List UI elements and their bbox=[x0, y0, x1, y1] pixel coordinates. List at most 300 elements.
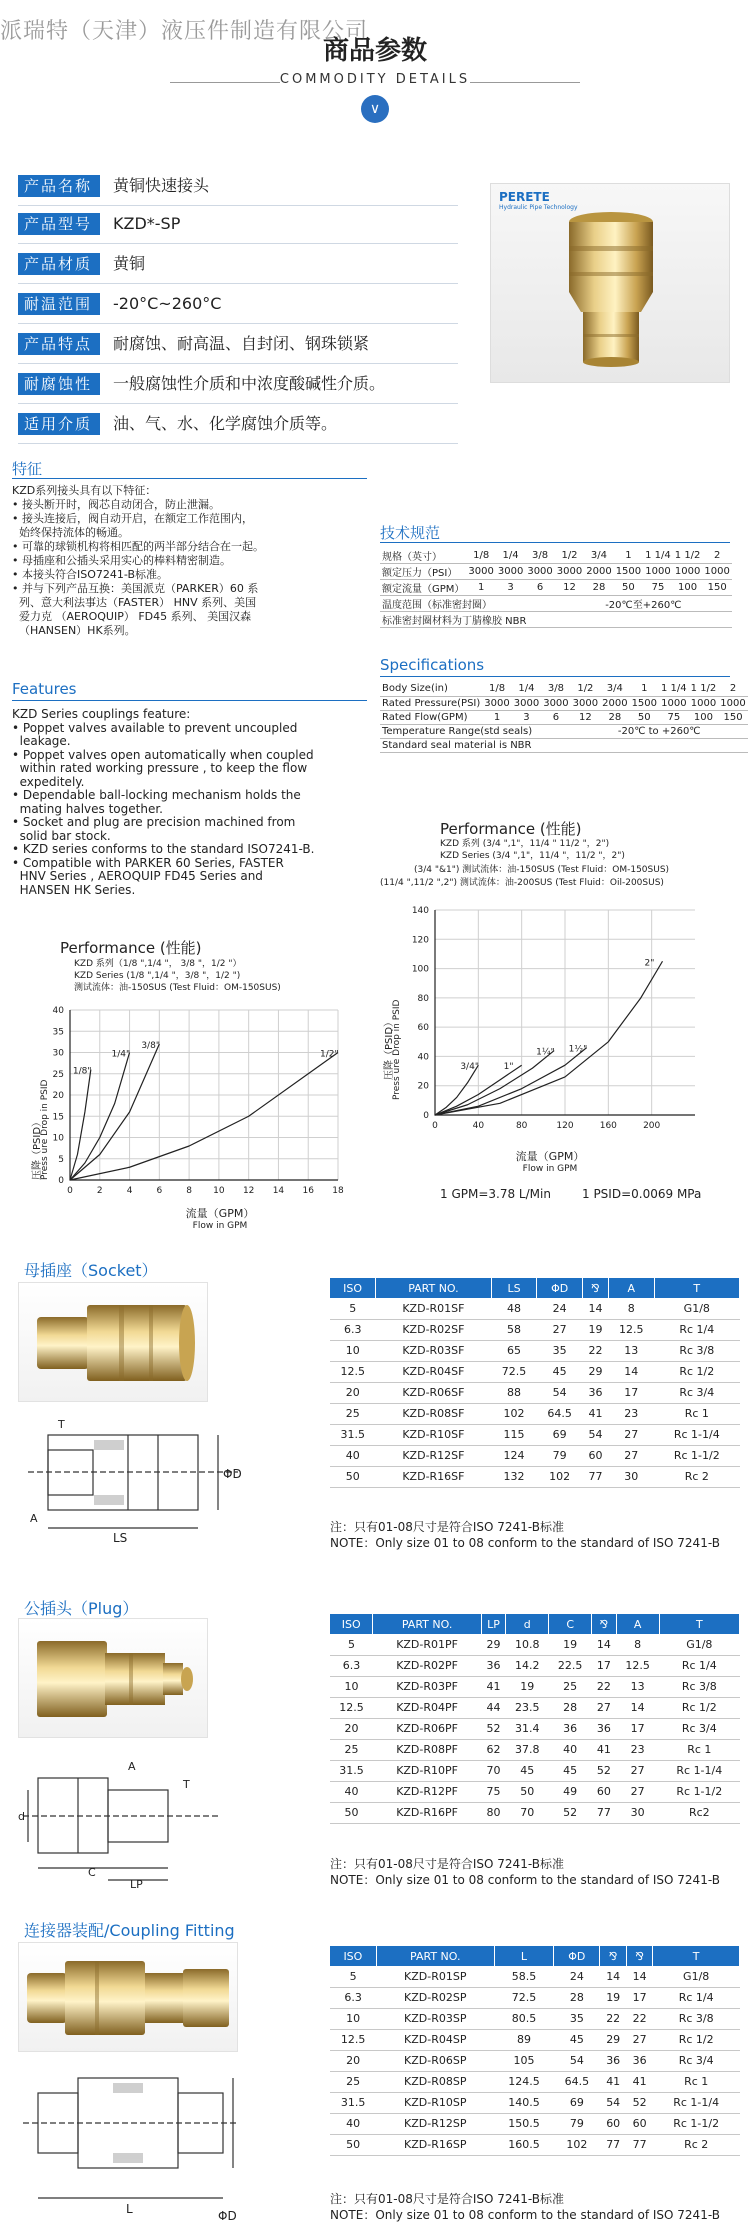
feature-line: mating halves together. bbox=[12, 801, 163, 816]
column-header: T bbox=[653, 1946, 740, 1966]
table-cell: 36 bbox=[626, 2050, 652, 2071]
feature-line: • Socket and plug are precision machined from bbox=[12, 815, 296, 829]
performance-chart-large bbox=[375, 895, 715, 1145]
table-row bbox=[330, 2008, 740, 2029]
table-cell: 36 bbox=[582, 1382, 608, 1403]
table-cell: 17 bbox=[592, 1655, 617, 1676]
x-tick-label: 160 bbox=[599, 1121, 617, 1131]
spec-label: Standard seal material is NBR bbox=[380, 738, 748, 752]
table-cell: 50 bbox=[330, 1466, 376, 1487]
table-cell: 12.5 bbox=[608, 1319, 654, 1340]
table-cell: 41 bbox=[592, 1739, 617, 1760]
feature-line: HNV Series , AEROQUIP FD45 Series and bbox=[12, 869, 263, 883]
socket-drawing bbox=[18, 1410, 248, 1550]
x-tick-label: 0 bbox=[67, 1186, 73, 1196]
y-tick-label: 35 bbox=[52, 1027, 64, 1038]
table-cell: Rc 1-1/2 bbox=[653, 2113, 740, 2134]
table-cell: 20 bbox=[330, 2050, 376, 2071]
y-tick-label: 10 bbox=[52, 1133, 64, 1144]
table-cell: 115 bbox=[491, 1424, 537, 1445]
table-cell: KZD-R04SP bbox=[376, 2029, 494, 2050]
table-cell: 22 bbox=[626, 2008, 652, 2029]
table-cell: 25 bbox=[330, 1739, 373, 1760]
spec-cell: -20℃ to +260℃ bbox=[571, 724, 748, 738]
table-cell: 41 bbox=[481, 1676, 506, 1697]
spec-cell: 150 bbox=[718, 710, 747, 724]
table-cell: 29 bbox=[481, 1634, 506, 1655]
c-dim-label: C bbox=[88, 1866, 96, 1879]
feature-line: KZD系列接头具有以下特征： bbox=[12, 484, 157, 497]
series-line bbox=[70, 1044, 159, 1180]
series-label: 1¼" bbox=[536, 1047, 555, 1058]
spec-cell: 3000 bbox=[513, 697, 540, 709]
phid-dim-label: ΦD bbox=[223, 1467, 242, 1481]
table-cell: 23 bbox=[616, 1739, 659, 1760]
table-cell: KZD-R12PF bbox=[373, 1781, 481, 1802]
table-cell: Rc 1 bbox=[659, 1739, 739, 1760]
d-dim-label: d bbox=[18, 1810, 25, 1823]
table-row bbox=[330, 2050, 740, 2071]
table-cell: 160.5 bbox=[494, 2134, 553, 2155]
table-cell: Rc 3/8 bbox=[654, 1340, 739, 1361]
spec-cell: 50 bbox=[614, 580, 643, 596]
table-cell: Rc 1-1/4 bbox=[654, 1424, 739, 1445]
table-cell: 102 bbox=[554, 2134, 600, 2155]
column-header: A bbox=[616, 1614, 659, 1634]
table-cell: 25 bbox=[330, 1403, 376, 1424]
spec-cell: 3000 bbox=[466, 564, 495, 580]
column-header: T bbox=[659, 1614, 739, 1634]
column-header: ⅋ bbox=[600, 1946, 626, 1966]
perf-large-title: Performance (性能) bbox=[440, 820, 582, 838]
table-cell: 13 bbox=[616, 1676, 659, 1697]
y-tick-label: 30 bbox=[52, 1048, 64, 1059]
table-cell: 6.3 bbox=[330, 1319, 376, 1340]
table-cell: 54 bbox=[537, 1382, 583, 1403]
series-label: 1/8" bbox=[72, 1066, 92, 1077]
column-header: ISO bbox=[330, 1946, 376, 1966]
param-label: 产品材质 bbox=[18, 253, 100, 275]
perf-small-sub1: KZD 系列（1/8 ",1/4 "， 3/8 "，1/2 "） bbox=[74, 959, 242, 969]
table-cell: 23.5 bbox=[506, 1697, 549, 1718]
table-cell: 30 bbox=[616, 1802, 659, 1823]
feature-line: solid bar stock. bbox=[12, 828, 111, 843]
table-cell: KZD-R01SF bbox=[376, 1298, 492, 1319]
spec-cell: 1000 bbox=[689, 696, 719, 710]
fitting-title: 连接器装配/Coupling Fitting bbox=[24, 1921, 235, 1940]
table-cell: 10 bbox=[330, 1676, 373, 1697]
spec-row bbox=[380, 596, 732, 612]
table-cell: 29 bbox=[600, 2029, 626, 2050]
table-cell: 25 bbox=[549, 1676, 592, 1697]
table-cell: 58.5 bbox=[494, 1966, 553, 1987]
spec-label: 规格（英寸） bbox=[380, 548, 466, 564]
feature-line: • 接头断开时，阀芯自动闭合，防止泄漏。 bbox=[12, 498, 220, 511]
x-tick-label: 8 bbox=[186, 1186, 192, 1196]
spec-cell: 12 bbox=[571, 710, 600, 724]
spec-cell: 3/8 bbox=[525, 548, 554, 564]
table-cell: KZD-R02SP bbox=[376, 1987, 494, 2008]
table-cell: 28 bbox=[549, 1697, 592, 1718]
table-cell: 41 bbox=[600, 2071, 626, 2092]
table-row bbox=[330, 1634, 740, 1655]
column-header: LP bbox=[481, 1614, 506, 1634]
spec-cell: 1/8 bbox=[482, 682, 511, 696]
table-cell: KZD-R03SF bbox=[376, 1340, 492, 1361]
plug-photo bbox=[18, 1618, 208, 1738]
table-cell: G1/8 bbox=[654, 1298, 739, 1319]
x-tick-label: 80 bbox=[515, 1121, 528, 1131]
xlabel-cn: 流量（GPM） bbox=[515, 1150, 585, 1163]
y-tick-label: 40 bbox=[417, 1052, 429, 1063]
perf-large-sub2: KZD Series (3/4 ",1"，11/4 "，11/2 "，2") bbox=[440, 851, 625, 861]
features-en-list bbox=[12, 708, 372, 897]
feature-line: （HANSEN）HK系列。 bbox=[12, 624, 136, 637]
table-cell: Rc 1/2 bbox=[653, 2029, 740, 2050]
column-header: LS bbox=[491, 1278, 537, 1298]
conversion-gpm: 1 GPM=3.78 L/Min bbox=[440, 1187, 551, 1201]
param-label: 产品特点 bbox=[18, 333, 100, 355]
x-tick-label: 10 bbox=[213, 1186, 225, 1196]
page-subtitle: COMMODITY DETAILS bbox=[279, 72, 471, 87]
feature-line: • Poppet valves available to prevent uncoupled bbox=[12, 720, 298, 735]
table-cell: 70 bbox=[506, 1802, 549, 1823]
table-cell: KZD-R02PF bbox=[373, 1655, 481, 1676]
table-cell: 62 bbox=[481, 1739, 506, 1760]
table-cell: 12.5 bbox=[330, 1697, 373, 1718]
plug-title: 公插头（Plug） bbox=[24, 1599, 139, 1618]
spec-cell: 28 bbox=[584, 580, 613, 596]
table-row bbox=[330, 2092, 740, 2113]
perf-small-sub2: KZD Series (1/8 ",1/4 "，3/8 "，1/2 ") bbox=[74, 971, 241, 981]
table-cell: KZD-R01SP bbox=[376, 1966, 494, 1987]
product-photo bbox=[490, 183, 730, 383]
spec-cell: 2 bbox=[718, 682, 747, 696]
table-cell: 140.5 bbox=[494, 2092, 553, 2113]
fitting-drawing bbox=[18, 2058, 248, 2228]
divider bbox=[18, 443, 458, 444]
x-tick-label: 14 bbox=[272, 1186, 285, 1196]
spec-cell: 1 bbox=[614, 548, 643, 564]
table-cell: 12.5 bbox=[330, 1361, 376, 1382]
x-tick-label: 6 bbox=[156, 1186, 163, 1196]
param-row bbox=[18, 293, 468, 315]
table-cell: 58 bbox=[491, 1319, 537, 1340]
table-cell: 41 bbox=[582, 1403, 608, 1424]
table-header bbox=[330, 1946, 740, 1966]
y-tick-label: 60 bbox=[417, 1023, 429, 1034]
table-cell: 52 bbox=[549, 1802, 592, 1823]
table-cell: 49 bbox=[549, 1781, 592, 1802]
table-cell: 45 bbox=[554, 2029, 600, 2050]
param-label: 适用介质 bbox=[18, 413, 100, 435]
table-row bbox=[330, 1718, 740, 1739]
table-row bbox=[330, 1403, 740, 1424]
table-cell: Rc 1 bbox=[654, 1403, 739, 1424]
table-cell: 52 bbox=[592, 1760, 617, 1781]
table-cell: 27 bbox=[608, 1445, 654, 1466]
spec-cell: 2000 bbox=[602, 697, 628, 709]
spec-cell: 1000 bbox=[702, 564, 731, 580]
table-cell: 80 bbox=[481, 1802, 506, 1823]
spec-row bbox=[380, 682, 748, 696]
table-cell: 77 bbox=[626, 2134, 652, 2155]
table-row bbox=[330, 1466, 740, 1487]
table-cell: Rc 1-1/2 bbox=[659, 1781, 739, 1802]
table-cell: 6.3 bbox=[330, 1655, 373, 1676]
series-label: 1/2" bbox=[320, 1049, 339, 1060]
fitting-note-cn: 注：只有01-08尺寸是符合ISO 7241-B标准 bbox=[330, 2192, 564, 2206]
column-header: A bbox=[608, 1278, 654, 1298]
table-cell: 29 bbox=[582, 1361, 608, 1382]
spec-label: 温度范围（标准密封圈） bbox=[380, 596, 555, 612]
plug-note-en: NOTE：Only size 01 to 08 conform to the standard of ISO 7241-B bbox=[330, 1873, 720, 1887]
table-cell: 19 bbox=[549, 1634, 592, 1655]
spec-label: Temperature Range(std seals) bbox=[380, 724, 571, 738]
table-row bbox=[330, 1966, 740, 1987]
y-tick-label: 25 bbox=[52, 1069, 64, 1080]
table-header bbox=[330, 1278, 740, 1298]
perf-large-xlabel bbox=[440, 1148, 660, 1174]
table-cell: 23 bbox=[608, 1403, 654, 1424]
table-cell: 65 bbox=[491, 1340, 537, 1361]
divider bbox=[12, 478, 367, 479]
x-tick-label: 2 bbox=[96, 1186, 103, 1196]
table-cell: KZD-R08SP bbox=[376, 2071, 494, 2092]
table-cell: 12.5 bbox=[330, 2029, 376, 2050]
spec-cell: 1 1/2 bbox=[690, 683, 717, 695]
table-cell: 5 bbox=[330, 1298, 376, 1319]
table-cell: Rc 3/8 bbox=[653, 2008, 740, 2029]
y-tick-label: 80 bbox=[417, 993, 429, 1004]
feature-line: KZD Series couplings feature: bbox=[12, 707, 191, 721]
table-row bbox=[330, 1760, 740, 1781]
y-tick-label: 0 bbox=[58, 1176, 64, 1186]
table-cell: Rc 3/4 bbox=[653, 2050, 740, 2071]
param-label: 耐温范围 bbox=[18, 293, 100, 315]
table-cell: 13 bbox=[608, 1340, 654, 1361]
table-cell: 64.5 bbox=[537, 1403, 583, 1424]
table-cell: Rc 3/4 bbox=[654, 1382, 739, 1403]
perf-large-sub1: KZD 系列 (3/4 ",1"，11/4 " 11/2 "，2") bbox=[440, 839, 610, 849]
table-cell: Rc 1/2 bbox=[654, 1361, 739, 1382]
spec-label: Body Size(in) bbox=[380, 682, 482, 696]
table-cell: 30 bbox=[608, 1466, 654, 1487]
table-row bbox=[330, 1739, 740, 1760]
param-value: 耐腐蚀、耐高温、自封闭、钢珠锁紧 bbox=[113, 334, 370, 353]
feature-line: expeditely. bbox=[12, 774, 85, 789]
table-cell: 19 bbox=[582, 1319, 608, 1340]
table-cell: 14 bbox=[600, 1966, 626, 1987]
feature-line: • KZD series conforms to the standard ISO7241-B. bbox=[12, 842, 315, 856]
table-cell: KZD-R04PF bbox=[373, 1697, 481, 1718]
y-tick-label: 5 bbox=[58, 1154, 64, 1165]
coupling-illustration bbox=[491, 184, 730, 383]
tech-cn-heading: 技术规范 bbox=[380, 524, 441, 542]
table-row bbox=[330, 1655, 740, 1676]
table-row bbox=[330, 1319, 740, 1340]
table-cell: 22.5 bbox=[549, 1655, 592, 1676]
spec-cell: 1500 bbox=[614, 564, 643, 580]
spec-cell: 3000 bbox=[555, 564, 584, 580]
column-header: ⅋ bbox=[582, 1278, 608, 1298]
table-cell: KZD-R10SF bbox=[376, 1424, 492, 1445]
spec-cell: 2 bbox=[702, 548, 731, 564]
table-cell: G1/8 bbox=[653, 1966, 740, 1987]
perf-small-xlabel bbox=[110, 1205, 330, 1231]
brand-logo: PERETE bbox=[499, 190, 550, 204]
column-header: PART NO. bbox=[373, 1614, 481, 1634]
spec-label: 标准密封圈材料为丁腈橡胶 NBR bbox=[380, 612, 732, 628]
y-tick-label: 140 bbox=[411, 906, 429, 916]
table-cell: 17 bbox=[616, 1718, 659, 1739]
table-cell: 22 bbox=[592, 1676, 617, 1697]
table-cell: 5 bbox=[330, 1966, 376, 1987]
perf-small-sub3: 测试流体：油-150SUS (Test Fluid：OM-150SUS) bbox=[74, 983, 281, 993]
param-value: KZD*-SP bbox=[113, 214, 181, 233]
column-header: ΦD bbox=[554, 1946, 600, 1966]
spec-cell: 75 bbox=[643, 580, 673, 596]
spec-cell: 3 bbox=[512, 710, 541, 724]
column-header: PART NO. bbox=[376, 1946, 494, 1966]
spec-cell: 100 bbox=[673, 580, 703, 596]
table-cell: KZD-R16SF bbox=[376, 1466, 492, 1487]
spec-cell: 1/8 bbox=[466, 548, 495, 564]
perf-large-sub4: (11/4 ",11/2 ",2") 测试流体：油-200SUS (Test Fluid：Oil-200SUS) bbox=[380, 878, 664, 888]
series-line bbox=[70, 1070, 91, 1181]
spec-cell: 28 bbox=[600, 710, 629, 724]
perf-large-ylabel-en: Press ure Drop in PSID bbox=[392, 999, 402, 1100]
socket-note-en: NOTE：Only size 01 to 08 conform to the standard of ISO 7241-B bbox=[330, 1536, 720, 1550]
column-header: ⅋ bbox=[626, 1946, 652, 1966]
spec-cell: 1/4 bbox=[496, 548, 525, 564]
spec-cell: 3/4 bbox=[584, 548, 613, 564]
spec-cell: 6 bbox=[525, 580, 554, 596]
divider bbox=[18, 283, 458, 284]
x-tick-label: 4 bbox=[126, 1186, 133, 1196]
table-cell: 88 bbox=[491, 1382, 537, 1403]
table-cell: Rc 1-1/4 bbox=[653, 2092, 740, 2113]
feature-line: • 接头连接后，阀自动开启，在额定工作范围内， bbox=[12, 512, 253, 525]
table-cell: 27 bbox=[616, 1781, 659, 1802]
table-row bbox=[330, 1697, 740, 1718]
table-row bbox=[330, 1361, 740, 1382]
table-cell: 40 bbox=[330, 2113, 376, 2134]
table-cell: KZD-R10SP bbox=[376, 2092, 494, 2113]
table-cell: 35 bbox=[554, 2008, 600, 2029]
column-header: C bbox=[549, 1614, 592, 1634]
spec-cell: 3000 bbox=[572, 697, 599, 709]
table-cell: 48 bbox=[491, 1298, 537, 1319]
series-label: 3/4" bbox=[460, 1062, 479, 1073]
table-cell: 40 bbox=[330, 1445, 376, 1466]
table-row bbox=[330, 2029, 740, 2050]
table-cell: KZD-R01PF bbox=[373, 1634, 481, 1655]
table-cell: 24 bbox=[537, 1298, 583, 1319]
table-cell: Rc 2 bbox=[654, 1466, 739, 1487]
tech-cn-table bbox=[380, 548, 732, 628]
table-cell: 77 bbox=[600, 2134, 626, 2155]
table-cell: Rc 3/8 bbox=[659, 1676, 739, 1697]
x-tick-label: 16 bbox=[302, 1186, 314, 1196]
table-cell: 124 bbox=[491, 1445, 537, 1466]
table-cell: 14 bbox=[592, 1634, 617, 1655]
table-cell: 5 bbox=[330, 1634, 373, 1655]
table-cell: Rc 1 bbox=[653, 2071, 740, 2092]
feature-line: 爱力克 （AEROQUIP） FD45 系列、 美国汉森 bbox=[12, 610, 252, 623]
spec-cell: 1 1/4 bbox=[661, 683, 687, 695]
table-cell: 22 bbox=[582, 1340, 608, 1361]
table-row bbox=[330, 1445, 740, 1466]
table-cell: 40 bbox=[549, 1739, 592, 1760]
fitting-table bbox=[330, 1946, 740, 2156]
spec-row bbox=[380, 724, 748, 738]
table-row bbox=[330, 1382, 740, 1403]
spec-cell: 1 bbox=[466, 580, 495, 596]
spec-cell: 2000 bbox=[584, 564, 613, 580]
plug-note-cn: 注：只有01-08尺寸是符合ISO 7241-B标准 bbox=[330, 1857, 564, 1871]
divider bbox=[18, 205, 458, 206]
fitting-illustration bbox=[19, 1943, 239, 2053]
table-header bbox=[330, 1614, 740, 1634]
table-row bbox=[330, 1781, 740, 1802]
table-cell: 132 bbox=[491, 1466, 537, 1487]
fitting-note-en: NOTE：Only size 01 to 08 conform to the standard of ISO 7241-B bbox=[330, 2208, 720, 2222]
spec-cell: 1 bbox=[482, 710, 511, 724]
table-cell: 69 bbox=[554, 2092, 600, 2113]
table-cell: Rc 1-1/2 bbox=[654, 1445, 739, 1466]
table-cell: 45 bbox=[537, 1361, 583, 1382]
table-cell: 52 bbox=[626, 2092, 652, 2113]
table-cell: 14 bbox=[582, 1298, 608, 1319]
table-cell: 72.5 bbox=[491, 1361, 537, 1382]
spec-label: Rated Pressure(PSI) bbox=[382, 697, 481, 709]
tech-en-heading: Specifications bbox=[380, 656, 485, 674]
feature-line: within rated working pressure , to keep the flow bbox=[12, 761, 308, 775]
table-cell: 20 bbox=[330, 1718, 373, 1739]
spec-row bbox=[380, 580, 732, 596]
table-cell: 89 bbox=[494, 2029, 553, 2050]
spec-cell: 3/8 bbox=[541, 682, 570, 696]
table-cell: 50 bbox=[506, 1781, 549, 1802]
spec-cell: 150 bbox=[702, 580, 731, 596]
lp-dim-label: LP bbox=[130, 1878, 143, 1888]
table-cell: KZD-R08SF bbox=[376, 1403, 492, 1424]
table-cell: 36 bbox=[481, 1655, 506, 1676]
table-cell: KZD-R12SP bbox=[376, 2113, 494, 2134]
table-cell: KZD-R06PF bbox=[373, 1718, 481, 1739]
feature-line: • 本接头符合ISO7241-B标准。 bbox=[12, 568, 168, 581]
table-cell: 72.5 bbox=[494, 1987, 553, 2008]
x-tick-label: 40 bbox=[472, 1121, 485, 1131]
table-row bbox=[330, 1340, 740, 1361]
table-cell: 70 bbox=[481, 1760, 506, 1781]
table-cell: 102 bbox=[537, 1466, 583, 1487]
plug-table bbox=[330, 1614, 740, 1824]
spec-cell: 75 bbox=[659, 710, 689, 724]
spec-cell: 1000 bbox=[673, 564, 703, 580]
brand-tagline: Hydraulic Pipe Technology bbox=[499, 204, 578, 211]
feature-line: • 并与下列产品互换：美国派克（PARKER）60 系 bbox=[12, 582, 259, 595]
table-cell: 50 bbox=[330, 1802, 373, 1823]
plug-drawing bbox=[18, 1748, 248, 1888]
fitting-photo bbox=[18, 1942, 238, 2052]
spec-cell: 1 bbox=[630, 682, 659, 696]
table-cell: 36 bbox=[592, 1718, 617, 1739]
table-cell: Rc 1/4 bbox=[654, 1319, 739, 1340]
t-dim-label: T bbox=[58, 1418, 65, 1431]
spec-cell: 1000 bbox=[659, 696, 689, 710]
